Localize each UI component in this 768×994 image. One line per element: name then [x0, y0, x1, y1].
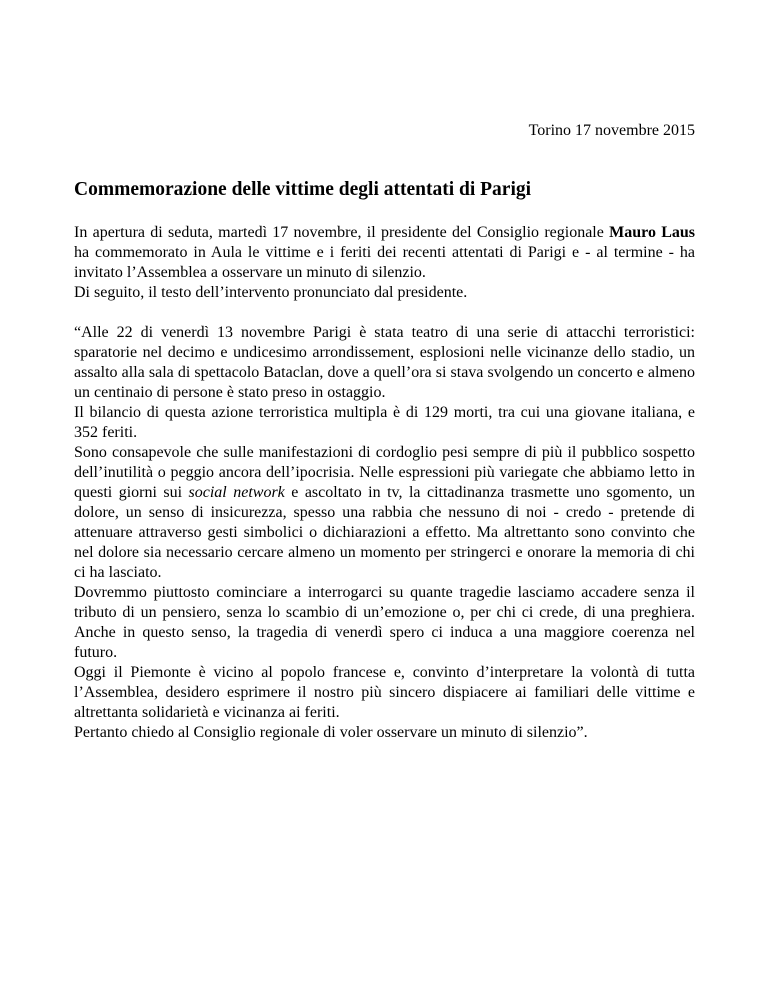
paragraph-spacer: [74, 303, 695, 323]
speech-p3-before: Sono consapevole che sulle manifestazioni di cordoglio pesi sempre di più il pubblico sospetto dell’inutilità o peggio ancora dell’ipocrisia. Nelle espressioni più variegate che abbiamo letto in questi giorni sui: [74, 444, 695, 501]
intro-followup-paragraph: Di seguito, il testo dell’intervento pronunciato dal presidente.: [74, 284, 468, 301]
speech-paragraph-4: Dovremmo piuttosto cominciare a interrogarci su quante tragedie lasciamo accadere senza il tributo di un pensiero, senza lo scambio di un’emozione o, per chi ci crede, di una preghiera. Anche in questo senso, la tragedia di venerdì spero ci induca a una maggiore coerenza nel futuro.: [74, 584, 695, 661]
social-network-term: social network: [188, 484, 285, 501]
president-name: Mauro Laus: [609, 224, 696, 241]
document-title: Commemorazione delle vittime degli attentati di Parigi: [74, 179, 532, 200]
speech-paragraph-3: [74, 443, 695, 583]
intro-text-after-name: ha commemorato in Aula le vittime e i feriti dei recenti attentati di Parigi e - al termine - ha invitato l’Assemblea a osservare un minuto di silenzio.: [74, 244, 695, 281]
speech-paragraph-2: Il bilancio di questa azione terroristica multipla è di 129 morti, tra cui una giovane italiana, e 352 feriti.: [74, 404, 695, 441]
intro-text-before-name: In apertura di seduta, martedì 17 novembre, il presidente del Consiglio regionale: [74, 224, 610, 241]
speech-paragraph-1: “Alle 22 di venerdì 13 novembre Parigi è stata teatro di una serie di attacchi terroristici: sparatorie nel decimo e undicesimo arrondissement, esplosioni nelle vicinanze dello stadio, un assalto alla sala di spettacolo Bataclan, dove a quell’ora si stava svolgendo un concerto e almeno un centinaio di persone è stato preso in ostaggio.: [74, 324, 695, 401]
document-body: [74, 223, 695, 743]
document-date: Torino 17 novembre 2015: [528, 122, 695, 139]
intro-paragraph: [74, 223, 695, 283]
speech-p3-after: e ascoltato in tv, la cittadinanza trasmette uno sgomento, un dolore, un senso di insicurezza, spesso una rabbia che nessuno di noi - credo - pretende di attenuare attraverso gesti simbolici o dichiarazioni a effetto. Ma altrettanto sono convinto che nel dolore sia necessario cercare almeno un momento per stringerci e onorare la memoria di chi ci ha lasciato.: [74, 484, 696, 581]
speech-paragraph-5: Oggi il Piemonte è vicino al popolo francese e, convinto d’interpretare la volontà di tutta l’Assemblea, desidero esprimere il nostro più sincero dispiacere ai familiari delle vittime e altrettanta solidarietà e vicinanza ai feriti.: [74, 664, 695, 721]
speech-paragraph-6: Pertanto chiedo al Consiglio regionale di voler osservare un minuto di silenzio”.: [74, 724, 588, 741]
